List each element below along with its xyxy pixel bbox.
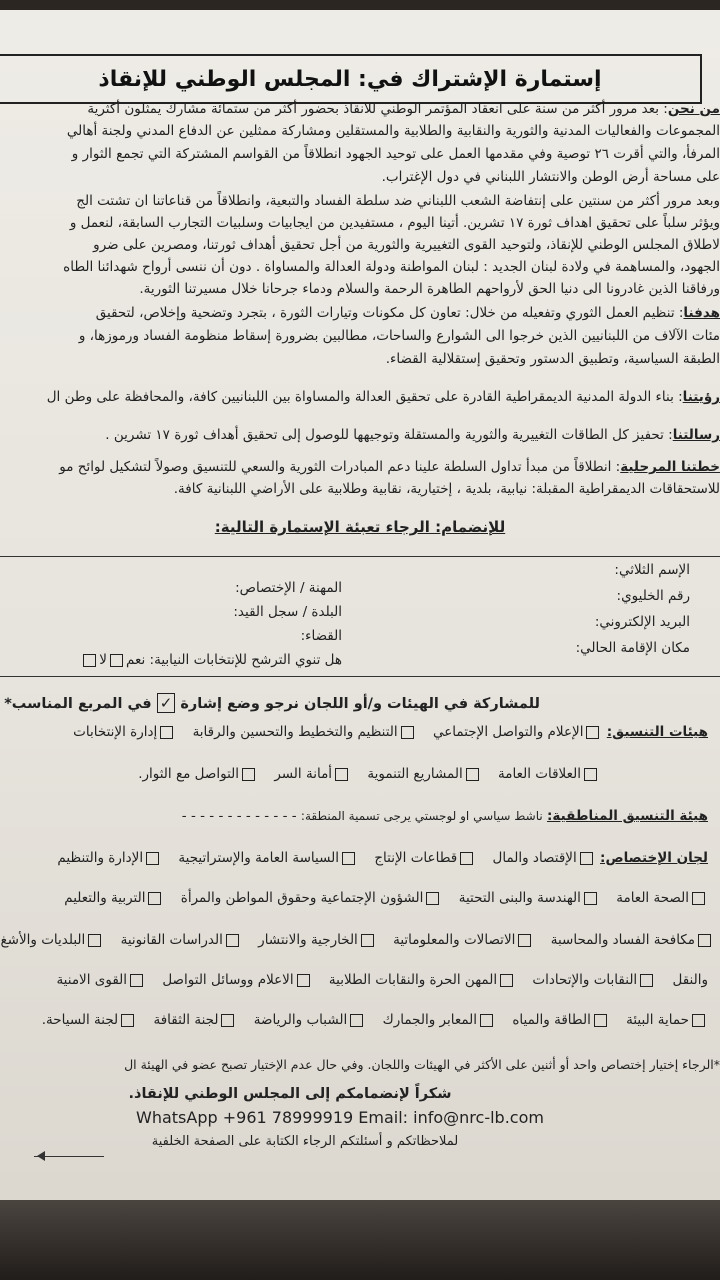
form-page bbox=[0, 10, 720, 1200]
coordination-label: هيئات التنسيق: bbox=[606, 724, 708, 740]
full-name-field[interactable]: الإسم الثلاثي: bbox=[614, 562, 690, 578]
selection-note: *الرجاء إختيار إختصاص واحد أو أثنين على الأكثر في الهيئات واللجان. وفي حال عدم الإختيار تصبح عضو في الهيئة ال bbox=[124, 1057, 720, 1072]
checkbox-media-committee[interactable] bbox=[297, 974, 310, 987]
para2-line-1: وبعد مرور أكثر من سنتين على إنتفاضة الشعب اللبناني ضد سلطة الفساد والتبعية، وانطلاقاً من قناعاتنا ان تشتت الج bbox=[76, 193, 720, 209]
intro-line-2: المجموعات والفعاليات المدنية والثورية والنقابية والطلابية والمستقلين ومشاركة ممثلين عن الدفاع المدني ولجنة أهالي bbox=[66, 123, 720, 139]
goal-line-3: الطبقة السياسية، وتطبيق الدستور وتحقيق إستقلالية القضاء. bbox=[385, 351, 720, 367]
mission-label: رسالتنا bbox=[672, 427, 720, 443]
vision-label: رؤيتنا bbox=[682, 389, 720, 405]
checkbox-secretariat[interactable] bbox=[335, 768, 348, 781]
checkbox-revolutionaries[interactable] bbox=[242, 768, 255, 781]
checkbox-elections[interactable] bbox=[160, 726, 173, 739]
checkbox-social[interactable] bbox=[426, 892, 439, 905]
committees-row-5: حماية البيئة الطاقة والمياه المعابر والجمارك الشباب والرياضة لجنة الثقافة لجنة السياحة. bbox=[30, 1012, 708, 1028]
committees-row-3: مكافحة الفساد والمحاسبة الاتصالات والمعلوماتية الخارجية والانتشار الدراسات القانونية البلديات والأشغ bbox=[0, 932, 714, 948]
checkbox-public-relations[interactable] bbox=[584, 768, 597, 781]
intro-line-1: من نحن: بعد مرور أكثر من سنة على انعقاد المؤتمر الوطني للانقاذ بحضور أكثر من ستمائة مشارك يمثلون أكثرية bbox=[87, 101, 720, 117]
checkbox-security[interactable] bbox=[130, 974, 143, 987]
phase-line-1: خطتنا المرحلية: انطلاقاً من مبدأ تداول السلطة علينا دعم المبادرات الثورية والسعي للتنسيق وصولاً لتشكيل لوائح مو bbox=[59, 459, 720, 475]
page-title: إستمارة الإشتراك في: المجلس الوطني للإنقاذ bbox=[98, 66, 602, 92]
checkbox-education[interactable] bbox=[148, 892, 161, 905]
goal-line-2: مئات الآلاف من اللبنانيين الذين خرجوا الى الشوارع والساحات، مطالبين بضرورة إسقاط منظومة الفساد ورموزها، و bbox=[78, 328, 720, 344]
district-field[interactable]: القضاء: bbox=[300, 628, 342, 644]
phase-label: خطتنا المرحلية bbox=[620, 459, 720, 475]
checkbox-administration[interactable] bbox=[146, 852, 159, 865]
regional-label: هيئة التنسيق المناطقية: bbox=[547, 808, 708, 824]
checkbox-customs[interactable] bbox=[480, 1014, 493, 1027]
checkbox-engineering[interactable] bbox=[584, 892, 597, 905]
email-field[interactable]: البريد الإلكتروني: bbox=[594, 614, 690, 630]
checkbox-policy[interactable] bbox=[342, 852, 355, 865]
phase-line-2: للاستحقاقات الديمقراطية المقبلة: نيابية، بلدية ، إختيارية، نقابية وطلابية على الأراضي اللبنانية كافة. bbox=[173, 481, 720, 497]
profession-field[interactable]: المهنة / الإختصاص: bbox=[235, 580, 342, 596]
form-top-divider bbox=[0, 556, 720, 557]
participation-heading: للمشاركة في الهيئات و/أو اللجان نرجو وضع إشارة ✓ في المربع المناسب* bbox=[4, 694, 540, 712]
intro-label: من نحن bbox=[667, 101, 720, 117]
candidacy-no-checkbox[interactable] bbox=[83, 654, 96, 667]
background-surface bbox=[0, 1200, 720, 1280]
checkbox-tourism[interactable] bbox=[121, 1014, 134, 1027]
mission-line: رسالتنا: تحفيز كل الطاقات التغييرية والثورية والمستقلة وتوجيهها للوصول إلى تحقيق أهداف ثورة ١٧ تشرين . bbox=[105, 427, 720, 443]
checkbox-energy[interactable] bbox=[594, 1014, 607, 1027]
committees-row-2: الصحة العامة الهندسة والبنى التحتية الشؤون الإجتماعية وحقوق المواطن والمرأة التربية والتعليم bbox=[52, 890, 708, 906]
candidacy-question: هل تنوي الترشح للإنتخابات النيابية: نعملا bbox=[80, 652, 342, 668]
intro-line-3: المرفأ، والتي أقرت ٢٦ توصية وفي مقدمها العمل على توحيد الجهود انطلاقاً من القواسم المشتركة التي تجمع الثوار و bbox=[71, 146, 720, 162]
coordination-row-2: العلاقات العامة المشاريع التنموية أمانة السر التواصل مع الثوار. bbox=[126, 766, 600, 782]
checkbox-anticorruption[interactable] bbox=[698, 934, 711, 947]
arrow-left-icon bbox=[34, 1156, 104, 1157]
goal-line-1: هدفنا: تنظيم العمل الثوري وتفعيله من خلال: تعاون كل مكونات وتيارات الثورة ، بتجرد وتضحية وإخلاص، لتحقيق bbox=[95, 305, 720, 321]
join-heading: للإنضمام: الرجاء تعبئة الإستمارة التالية: bbox=[214, 518, 506, 536]
checkbox-professions[interactable] bbox=[500, 974, 513, 987]
mobile-field[interactable]: رقم الخليوي: bbox=[616, 588, 690, 604]
para2-line-5: ورفاقنا الذين غادرونا الى دنيا الحق لأرواحهم الطاهرة الرحمة والسلام ودماء جرحانا خلال مسيرتنا الثورية. bbox=[139, 281, 720, 297]
checkbox-health[interactable] bbox=[692, 892, 705, 905]
committees-row-4: والنقل النقابات والإتحادات المهن الحرة والنقابات الطلابية الاعلام ووسائل التواصل القوى الامنية bbox=[56, 972, 708, 988]
committees-row-1: لجان الإختصاص: الإقتصاد والمال قطاعات الإنتاج السياسة العامة والإستراتيجية الإدارة والتنظيم bbox=[57, 850, 708, 866]
committees-label: لجان الإختصاص: bbox=[600, 850, 708, 866]
thanks-line: شكراً لإنضمامكم إلى المجلس الوطني للإنقاذ. bbox=[128, 1086, 452, 1102]
checkbox-telecom[interactable] bbox=[518, 934, 531, 947]
para2-line-3: لاطلاق المجلس الوطني للإنقاذ، ولتوحيد القوى التغييرية والثورية من أجل تحقيق أهداف ثورتنا، ومصرين على ضرو bbox=[93, 237, 720, 253]
region-input[interactable]: - - - - - - - - - - - - - bbox=[181, 808, 297, 824]
form-bottom-divider bbox=[0, 676, 720, 677]
checkbox-production[interactable] bbox=[460, 852, 473, 865]
coordination-row-1: هيئات التنسيق: الإعلام والتواصل الإجتماعي التنظيم والتخطيط والتحسين والرقابة إدارة الإنتخابات bbox=[73, 724, 708, 740]
checkbox-media[interactable] bbox=[586, 726, 599, 739]
check-mark-icon: ✓ bbox=[157, 693, 176, 713]
town-field[interactable]: البلدة / سجل القيد: bbox=[233, 604, 342, 620]
candidacy-yes-checkbox[interactable] bbox=[110, 654, 123, 667]
para2-line-2: ويؤثر سلباً على تحقيق اهداف ثورة ١٧ تشرين. أتينا اليوم ، مستفيدين من ايجابيات وسلبيات التجارب السابقة، لنعمل و bbox=[69, 215, 720, 231]
checkbox-unions[interactable] bbox=[640, 974, 653, 987]
checkbox-municipalities[interactable] bbox=[88, 934, 101, 947]
residence-field[interactable]: مكان الإقامة الحالي: bbox=[575, 640, 690, 656]
footer-line: لملاحظاتكم و أسئلتكم الرجاء الكتابة على الصفحة الخلفية bbox=[151, 1134, 459, 1149]
para2-line-4: الجهود، والمساهمة في ولادة لبنان الجديد : لبنان المواطنة ودولة العدالة والمساواة . دون أن ننسى أرواح شهدائنا الطاه bbox=[63, 259, 720, 275]
contact-line: WhatsApp +961 78999919 Email: info@nrc-lb.com bbox=[136, 1108, 544, 1127]
title-box bbox=[0, 54, 702, 104]
checkbox-environment[interactable] bbox=[692, 1014, 705, 1027]
checkbox-foreign[interactable] bbox=[361, 934, 374, 947]
checkbox-development[interactable] bbox=[466, 768, 479, 781]
regional-row: هيئة التنسيق المناطقية: ناشط سياسي او لوجستي يرجى تسمية المنطقة: - - - - - - - - - - - - - bbox=[181, 808, 708, 824]
goal-label: هدفنا bbox=[683, 305, 720, 321]
checkbox-economy[interactable] bbox=[580, 852, 593, 865]
checkbox-culture[interactable] bbox=[221, 1014, 234, 1027]
checkbox-organization[interactable] bbox=[401, 726, 414, 739]
checkbox-youth[interactable] bbox=[350, 1014, 363, 1027]
checkbox-legal[interactable] bbox=[226, 934, 239, 947]
intro-line-4: على مساحة أرض الوطن والانتشار اللبناني في دول الإغتراب. bbox=[381, 169, 720, 185]
vision-line: رؤيتنا: بناء الدولة المدنية الديمقراطية القادرة على تحقيق العدالة والمساواة بين اللبنانيين كافة، والمحافظة على وطن ال bbox=[46, 389, 720, 405]
